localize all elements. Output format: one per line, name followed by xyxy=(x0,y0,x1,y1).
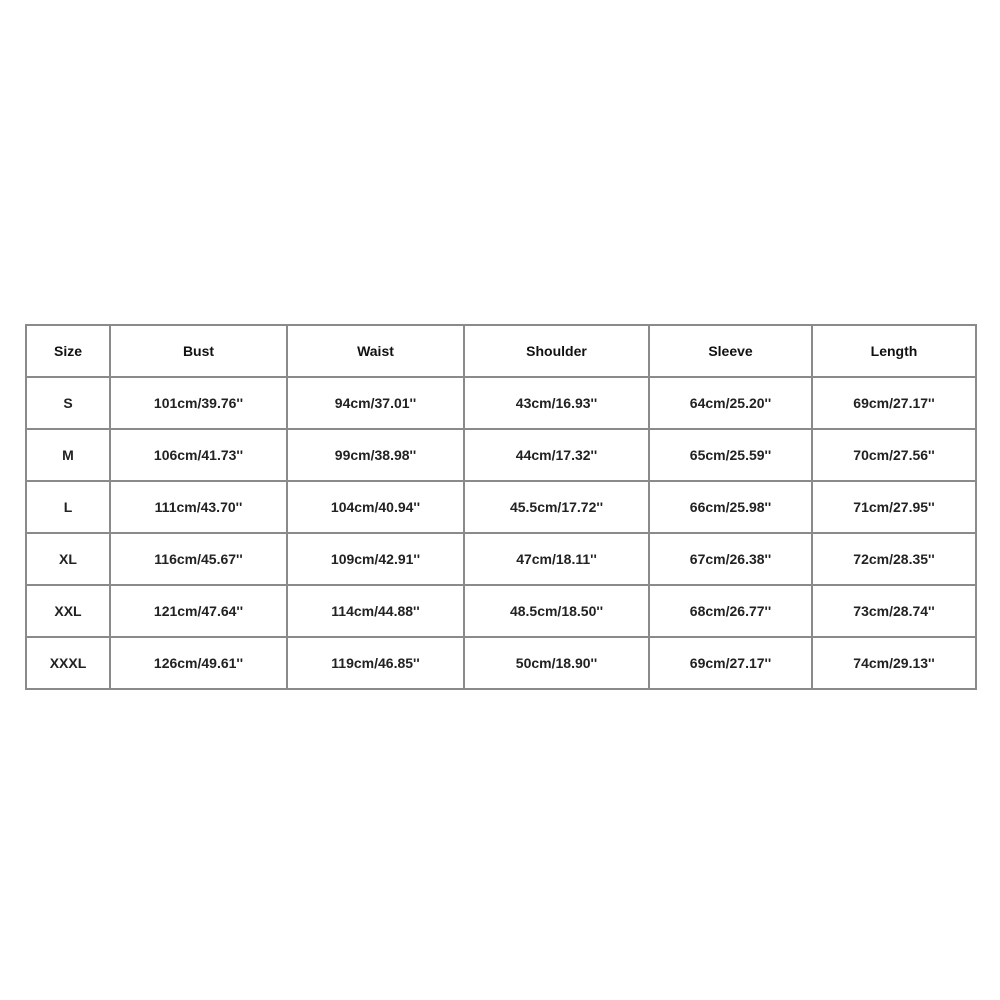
header-waist: Waist xyxy=(287,325,464,377)
cell-shoulder: 44cm/17.32'' xyxy=(464,429,649,481)
table-row xyxy=(26,533,976,585)
cell-sleeve: 68cm/26.77'' xyxy=(649,585,812,637)
table-row xyxy=(26,377,976,429)
cell-bust: 121cm/47.64'' xyxy=(110,585,287,637)
table-row xyxy=(26,585,976,637)
cell-size: XXL xyxy=(26,585,110,637)
cell-waist: 104cm/40.94'' xyxy=(287,481,464,533)
header-sleeve: Sleeve xyxy=(649,325,812,377)
cell-shoulder: 48.5cm/18.50'' xyxy=(464,585,649,637)
cell-bust: 101cm/39.76'' xyxy=(110,377,287,429)
cell-bust: 111cm/43.70'' xyxy=(110,481,287,533)
cell-sleeve: 67cm/26.38'' xyxy=(649,533,812,585)
cell-waist: 94cm/37.01'' xyxy=(287,377,464,429)
header-size: Size xyxy=(26,325,110,377)
cell-size: L xyxy=(26,481,110,533)
cell-waist: 99cm/38.98'' xyxy=(287,429,464,481)
cell-sleeve: 69cm/27.17'' xyxy=(649,637,812,689)
cell-shoulder: 47cm/18.11'' xyxy=(464,533,649,585)
cell-bust: 116cm/45.67'' xyxy=(110,533,287,585)
table-row xyxy=(26,637,976,689)
cell-length: 70cm/27.56'' xyxy=(812,429,976,481)
header-bust: Bust xyxy=(110,325,287,377)
table-row xyxy=(26,429,976,481)
size-chart-table xyxy=(25,324,977,690)
header-length: Length xyxy=(812,325,976,377)
cell-bust: 126cm/49.61'' xyxy=(110,637,287,689)
cell-sleeve: 66cm/25.98'' xyxy=(649,481,812,533)
cell-length: 72cm/28.35'' xyxy=(812,533,976,585)
header-shoulder: Shoulder xyxy=(464,325,649,377)
cell-shoulder: 43cm/16.93'' xyxy=(464,377,649,429)
cell-length: 71cm/27.95'' xyxy=(812,481,976,533)
cell-length: 74cm/29.13'' xyxy=(812,637,976,689)
cell-shoulder: 50cm/18.90'' xyxy=(464,637,649,689)
cell-waist: 109cm/42.91'' xyxy=(287,533,464,585)
cell-sleeve: 65cm/25.59'' xyxy=(649,429,812,481)
cell-size: S xyxy=(26,377,110,429)
table-row xyxy=(26,481,976,533)
cell-sleeve: 64cm/25.20'' xyxy=(649,377,812,429)
cell-waist: 114cm/44.88'' xyxy=(287,585,464,637)
cell-size: M xyxy=(26,429,110,481)
cell-shoulder: 45.5cm/17.72'' xyxy=(464,481,649,533)
table-header-row xyxy=(26,325,976,377)
cell-length: 73cm/28.74'' xyxy=(812,585,976,637)
cell-waist: 119cm/46.85'' xyxy=(287,637,464,689)
cell-bust: 106cm/41.73'' xyxy=(110,429,287,481)
cell-length: 69cm/27.17'' xyxy=(812,377,976,429)
cell-size: XXXL xyxy=(26,637,110,689)
cell-size: XL xyxy=(26,533,110,585)
